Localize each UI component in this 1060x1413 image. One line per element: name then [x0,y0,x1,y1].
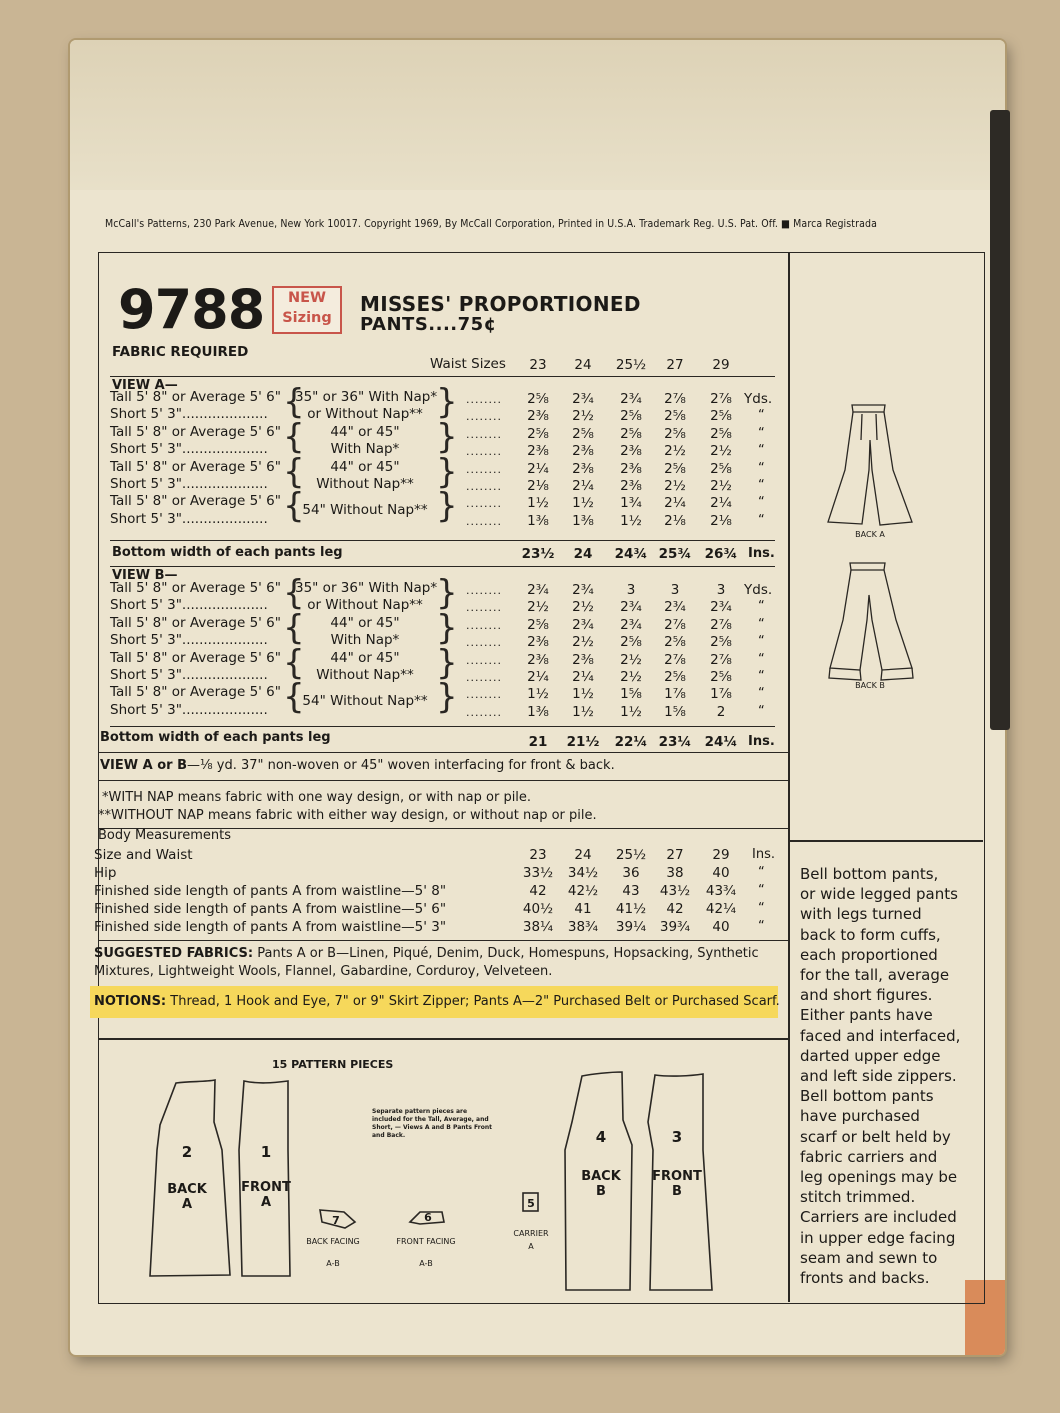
leader-dots: ........ [466,445,502,459]
yardage-value: 2⅜ [620,443,642,460]
yardage-value: 1⅞ [664,686,686,703]
yardage-value: 2½ [620,669,642,685]
fabric-width-label: 44" or 45" [330,458,400,475]
yardage-value: 2⅛ [664,512,686,529]
brace-left: { [283,382,305,422]
height-label: Short 5' 3".................... [110,667,268,683]
yardage-value: 2⅝ [664,425,686,442]
yardage-value: 1⅜ [572,512,594,529]
brace-right: } [436,607,458,648]
leader-dots: ........ [466,514,502,528]
measurement-value: 39¾ [659,919,691,935]
measurement-value: 43¾ [705,883,737,899]
bottom-width-value: 24¼ [704,734,738,750]
yardage-value: 2⅝ [527,425,549,442]
piece-4-number: 4 [595,1128,607,1146]
height-label: Tall 5' 8" or Average 5' 6" [110,493,281,510]
leader-dots: ........ [466,393,502,406]
brace-left: { [283,416,305,457]
yardage-value: 1⅞ [710,686,732,703]
notions-text: Thread, 1 Hook and Eye, 7" or 9" Skirt Zipper; Pants A—2" Purchased Belt or Purchased Scarf. [170,994,780,1009]
bottom-width-value: 21 [528,734,548,750]
description-line: Either pants have [800,1006,933,1025]
piece-4-view: B [596,1184,606,1199]
yardage-value: 3 [716,582,726,598]
measurement-value: 29 [712,847,730,863]
leader-dots: ........ [466,427,502,441]
description-line: leg openings may be [800,1168,958,1187]
measurement-label: Size and Waist [94,847,193,863]
back-b-caption: BACK B [855,681,885,690]
piece-3-number: 3 [671,1128,683,1146]
fabric-width-label: 54" Without Nap** [302,502,428,519]
piece-2-name: BACK [167,1182,207,1197]
yardage-value: 2⅝ [620,425,642,442]
bottom-width-value: 23½ [521,546,555,562]
measurement-label: Finished side length of pants A from waistline—5' 6" [94,901,447,917]
brace-right: } [436,382,458,422]
brace-right: } [436,677,458,718]
piece-2-view: A [181,1197,193,1212]
measurement-value: 38¾ [567,919,599,935]
yardage-value: 1¾ [620,495,642,512]
yardage-value: 1½ [572,495,594,512]
measurement-value: 39¼ [615,919,647,935]
yardage-value: 2¾ [710,599,732,616]
bottom-width-value: 23¼ [658,734,692,750]
yardage-value: 1⅜ [527,703,549,720]
description-line: darted upper edge [800,1046,941,1065]
yardage-value: 2⅜ [620,478,642,494]
view-a-bottom-label: Bottom width of each pants leg [112,545,343,560]
yardage-value: 2½ [572,634,594,651]
description-line: have purchased [800,1107,920,1126]
piece-6-number: 6 [424,1211,432,1224]
piece-2-outline [150,1080,230,1276]
yardage-value: 2⅜ [527,651,549,668]
description-line: with legs turned [800,905,922,924]
fabric-width-label: 54" Without Nap** [302,693,428,710]
bottom-width-value: 26¾ [704,546,738,562]
brace-left: { [283,451,305,492]
piece-6-view: A-B [419,1259,433,1268]
description-line: back to form cuffs, [800,925,941,944]
measurement-value: 25½ [615,847,647,863]
description-line: fabric carriers and [800,1147,938,1166]
measurement-value: 42 [529,883,547,899]
height-label: Short 5' 3".................... [110,632,268,649]
bottom-width-value: 24 [573,546,593,562]
fabric-width-label: 44" or 45" [330,649,400,666]
height-label: Tall 5' 8" or Average 5' 6" [110,423,281,440]
description-line: each proportioned [800,945,938,964]
yardage-value: 1½ [620,512,642,529]
fabric-width-label: 35" or 36" With Nap* [295,580,438,596]
measurement-label: Finished side length of pants A from waistline—5' 8" [94,883,447,899]
ditto-mark: “ [758,686,765,702]
yardage-value: 2½ [527,599,549,616]
yardage-value: 2½ [572,408,594,425]
yardage-value: 2¾ [572,582,594,598]
description-line: scarf or belt held by [800,1127,951,1146]
leader-dots: ........ [466,636,502,650]
yardage-value: 2⅝ [572,425,594,442]
piece-1-view: A [260,1195,272,1210]
description-line: for the tall, average [800,966,950,985]
brace-left: { [283,573,305,613]
suggested-fabrics-text: Pants A or B—Linen, Piqué, Denim, Duck, Homespuns, Hopsacking, Synthetic [257,946,759,961]
interfacing-label: VIEW A or B [100,758,188,773]
yardage-value: 2⅜ [572,443,594,460]
ditto-mark: “ [758,478,765,493]
view-b-bottom-label: Bottom width of each pants leg [100,730,331,745]
measurement-value: 40 [712,865,730,881]
description-line: fronts and backs. [800,1269,930,1288]
waist-size: 23 [529,357,547,373]
brace-right: } [436,451,458,492]
piece-7-view: A-B [326,1259,340,1268]
bottom-width-value: 22¼ [614,734,648,750]
brace-left: { [283,607,305,648]
yardage-value: 2¾ [620,391,642,407]
yardage-value: 2¼ [572,669,594,685]
ditto-mark: “ [758,634,765,650]
fabric-width-label: Without Nap** [316,667,414,683]
yardage-value: 2 [716,703,726,720]
yardage-value: 2⅛ [527,478,549,494]
yardage-value: 1½ [572,703,594,720]
yardage-value: 2⅞ [664,651,686,668]
fabric-width-label: With Nap* [330,632,400,649]
height-label: Tall 5' 8" or Average 5' 6" [110,580,281,596]
fabric-width-label: 44" or 45" [330,614,400,631]
unit-label: Yds. [744,582,773,598]
fabric-width-label: With Nap* [330,441,400,458]
bottom-width-value: 21½ [566,734,600,750]
ditto-mark: “ [758,703,765,719]
measurement-value: 24 [574,847,592,863]
pants-back-a-illustration [828,405,912,525]
leader-dots: ........ [466,653,502,667]
pattern-title: MISSES' PROPORTIONED [360,292,641,316]
piece-1-number: 1 [260,1143,272,1161]
piece-3-view: B [672,1184,682,1199]
measurement-value: 42½ [567,883,599,899]
ditto-mark: “ [758,408,765,424]
piece-4-name: BACK [581,1169,621,1184]
piece-7-name: BACK FACING [306,1237,360,1246]
yardage-value: 2⅞ [710,616,732,633]
measurement-value: 23 [529,847,547,863]
yardage-value: 2⅜ [620,460,642,477]
waist-size: 25½ [615,357,647,373]
leader-dots: ........ [466,584,502,597]
height-label: Short 5' 3".................... [110,441,268,458]
yardage-value: 2½ [664,478,686,494]
height-label: Short 5' 3".................... [110,701,268,718]
view-b-label: VIEW B— [112,568,178,583]
pattern-number: 9788 [118,278,265,341]
measurement-value: 40 [712,919,730,935]
piece-1-outline [239,1081,290,1276]
ditto-mark: “ [758,616,765,632]
without-nap-note: **WITHOUT NAP means fabric with either way design, or without nap or pile. [98,808,597,823]
ditto-mark: “ [758,443,765,459]
yardage-value: 2⅝ [664,408,686,425]
yardage-value: 2⅜ [527,443,549,460]
pants-back-b-illustration [829,563,913,680]
yardage-value: 2½ [664,443,686,460]
yardage-value: 2⅛ [710,512,732,529]
yardage-value: 2½ [620,651,642,668]
yardage-value: 1½ [527,686,549,703]
yardage-value: 1½ [572,686,594,703]
view-a-label: VIEW A— [112,378,178,393]
measurement-value: 34½ [567,865,599,881]
measurement-unit: “ [758,919,765,934]
ditto-mark: “ [758,669,765,684]
measurement-value: 38¼ [522,919,554,935]
yardage-value: 2¼ [664,495,686,512]
yardage-value: 2⅞ [664,616,686,633]
yardage-value: 3 [626,582,636,598]
height-label: Tall 5' 8" or Average 5' 6" [110,649,281,666]
notions-label: NOTIONS: [94,994,167,1009]
yardage-value: 2¾ [527,582,549,598]
measurement-value: 36 [622,865,640,881]
measurement-value: 41½ [615,901,647,917]
measurement-value: 43½ [659,883,691,899]
yardage-value: 2¾ [664,599,686,616]
leader-dots: ........ [466,618,502,632]
yardage-value: 2¼ [710,495,732,512]
description-line: Carriers are included [800,1208,957,1227]
yardage-value: 1⅜ [527,512,549,529]
publisher-line: McCall's Patterns, 230 Park Avenue, New York 10017. Copyright 1969, By McCall Corporation, Printed in U.S.A. Trademark Reg. U.S. Pat. Off. ■ Marca Registrada [105,218,877,230]
yardage-value: 2⅝ [710,425,732,442]
brace-right: } [436,642,458,683]
ditto-mark: “ [758,651,765,667]
ditto-mark: “ [758,512,765,528]
yardage-value: 2⅜ [572,651,594,668]
bottom-width-value: 24¾ [614,546,648,562]
height-label: Tall 5' 8" or Average 5' 6" [110,684,281,701]
description-line: faced and interfaced, [800,1026,961,1045]
height-label: Short 5' 3".................... [110,510,268,527]
yardage-value: 2¼ [527,669,549,685]
yardage-value: 2¼ [527,460,549,477]
ditto-mark: “ [758,495,765,511]
description-line: stitch trimmed. [800,1188,916,1207]
fabric-width-label: or Without Nap** [307,597,423,614]
ditto-mark: “ [758,460,765,476]
yardage-value: 2⅝ [664,460,686,477]
description-line: and short figures. [800,986,933,1005]
piece-7-number: 7 [332,1214,340,1227]
yardage-value: 2½ [710,443,732,460]
height-label: Tall 5' 8" or Average 5' 6" [110,458,281,475]
yardage-value: 2⅝ [710,460,732,477]
pattern-pieces-heading: 15 PATTERN PIECES [272,1058,394,1071]
measurement-label: Hip [94,865,117,881]
suggested-fabrics-label: SUGGESTED FABRICS: [94,946,254,961]
measurement-value: 42¼ [705,901,737,917]
measurement-value: 40½ [522,901,554,917]
yardage-value: 2⅝ [664,634,686,651]
measurement-value: 27 [666,847,684,863]
yardage-value: 2⅝ [620,408,642,425]
piece-2-number: 2 [181,1143,193,1161]
ditto-mark: “ [758,599,765,615]
yardage-value: 1½ [620,703,642,720]
measurement-unit: “ [758,883,765,898]
yardage-value: 1⅝ [664,703,686,720]
piece-3-name: FRONT [652,1169,702,1184]
yardage-value: 2⅝ [620,634,642,651]
interfacing-text: —⅛ yd. 37" non-woven or 45" woven interfacing for front & back. [187,758,615,773]
measurement-label: Finished side length of pants A from waistline—5' 3" [94,919,447,935]
description-line: and left side zippers. [800,1067,957,1086]
pattern-description [800,864,970,1288]
with-nap-note: *WITH NAP means fabric with one way design, or with nap or pile. [102,790,532,805]
brace-left: { [283,642,305,683]
measurement-value: 33½ [522,865,554,881]
measurement-unit: “ [758,865,765,880]
body-measurements-heading: Body Measurements [98,828,231,843]
brace-right: } [436,573,458,613]
yardage-value: 2¾ [572,391,594,407]
yardage-value: 2¼ [572,478,594,494]
leader-dots: ........ [466,688,502,702]
ditto-mark: “ [758,425,765,441]
bottom-unit: Ins. [748,734,775,749]
brace-right: } [436,416,458,457]
badge-line2: Sizing [282,310,332,326]
yardage-value: 2½ [710,478,732,494]
leader-dots: ........ [466,601,502,615]
description-line: in upper edge facing [800,1228,956,1247]
description-line: or wide legged pants [800,885,958,904]
piece-6-name: FRONT FACING [396,1237,456,1246]
height-label: Short 5' 3".................... [110,476,268,492]
bottom-unit: Ins. [748,546,775,561]
yardage-value: 2½ [572,599,594,616]
pattern-pieces-note: Separate pattern pieces are included for the Tall, Average, and Short, — Views A and B Pants Front and Back. [372,1108,492,1139]
piece-5-number: 5 [527,1197,535,1210]
yardage-value: 2⅝ [710,634,732,651]
yardage-value: 2⅝ [710,408,732,425]
yardage-value: 2¾ [572,616,594,633]
measurement-unit: Ins. [752,847,775,862]
brace-right: } [436,486,458,527]
waist-size: 29 [712,357,730,373]
fabric-width-label: 44" or 45" [330,423,400,440]
description-line: Bell bottom pants [800,1087,934,1106]
description-line: Bell bottom pants, [800,865,939,883]
fabric-width-label: Without Nap** [316,476,414,492]
yardage-value: 2⅞ [710,391,732,407]
waist-sizes-label: Waist Sizes [430,356,506,372]
yardage-value: 3 [670,582,680,598]
leader-dots: ........ [466,480,502,493]
measurement-value: 38 [666,865,684,881]
measurement-value: 41 [574,901,592,917]
yardage-value: 1⅝ [620,686,642,703]
measurement-unit: “ [758,901,765,916]
suggested-fabrics-line2: Mixtures, Lightweight Wools, Flannel, Gabardine, Corduroy, Velveteen. [94,964,553,979]
yardage-value: 2⅜ [527,408,549,425]
yardage-value: 2¾ [620,616,642,633]
pattern-subtitle-price: PANTS....75¢ [360,314,497,335]
leader-dots: ........ [466,671,502,684]
waist-size: 27 [666,357,684,373]
unit-label: Yds. [744,391,773,407]
leader-dots: ........ [466,705,502,719]
yardage-value: 2⅝ [527,616,549,633]
bottom-width-value: 25¾ [658,546,692,562]
measurement-value: 42 [666,901,684,917]
leader-dots: ........ [466,410,502,424]
fabric-width-label: 35" or 36" With Nap* [295,389,438,405]
leader-dots: ........ [466,497,502,511]
height-label: Tall 5' 8" or Average 5' 6" [110,389,281,405]
fabric-width-label: or Without Nap** [307,406,423,423]
height-label: Tall 5' 8" or Average 5' 6" [110,614,281,631]
yardage-value: 2⅞ [664,391,686,407]
yardage-value: 2⅞ [710,651,732,668]
piece-5-view: A [528,1242,534,1251]
yardage-value: 2⅝ [710,669,732,685]
measurement-value: 43 [622,883,640,899]
height-label: Short 5' 3".................... [110,597,268,614]
yardage-value: 2⅝ [527,391,549,407]
brace-left: { [283,677,305,718]
piece-1-name: FRONT [241,1180,291,1195]
fabric-required-heading: FABRIC REQUIRED [112,344,249,360]
yardage-value: 2⅜ [572,460,594,477]
piece-5-name: CARRIER [513,1229,549,1238]
back-a-caption: BACK A [855,530,885,539]
yardage-value: 2¾ [620,599,642,616]
waist-size: 24 [574,357,592,373]
yardage-value: 2⅝ [664,669,686,685]
brace-left: { [283,486,305,527]
description-line: seam and sewn to [800,1248,938,1267]
badge-line1: NEW [287,290,327,306]
yardage-value: 2⅜ [527,634,549,651]
leader-dots: ........ [466,462,502,476]
height-label: Short 5' 3".................... [110,406,268,423]
yardage-value: 1½ [527,495,549,512]
